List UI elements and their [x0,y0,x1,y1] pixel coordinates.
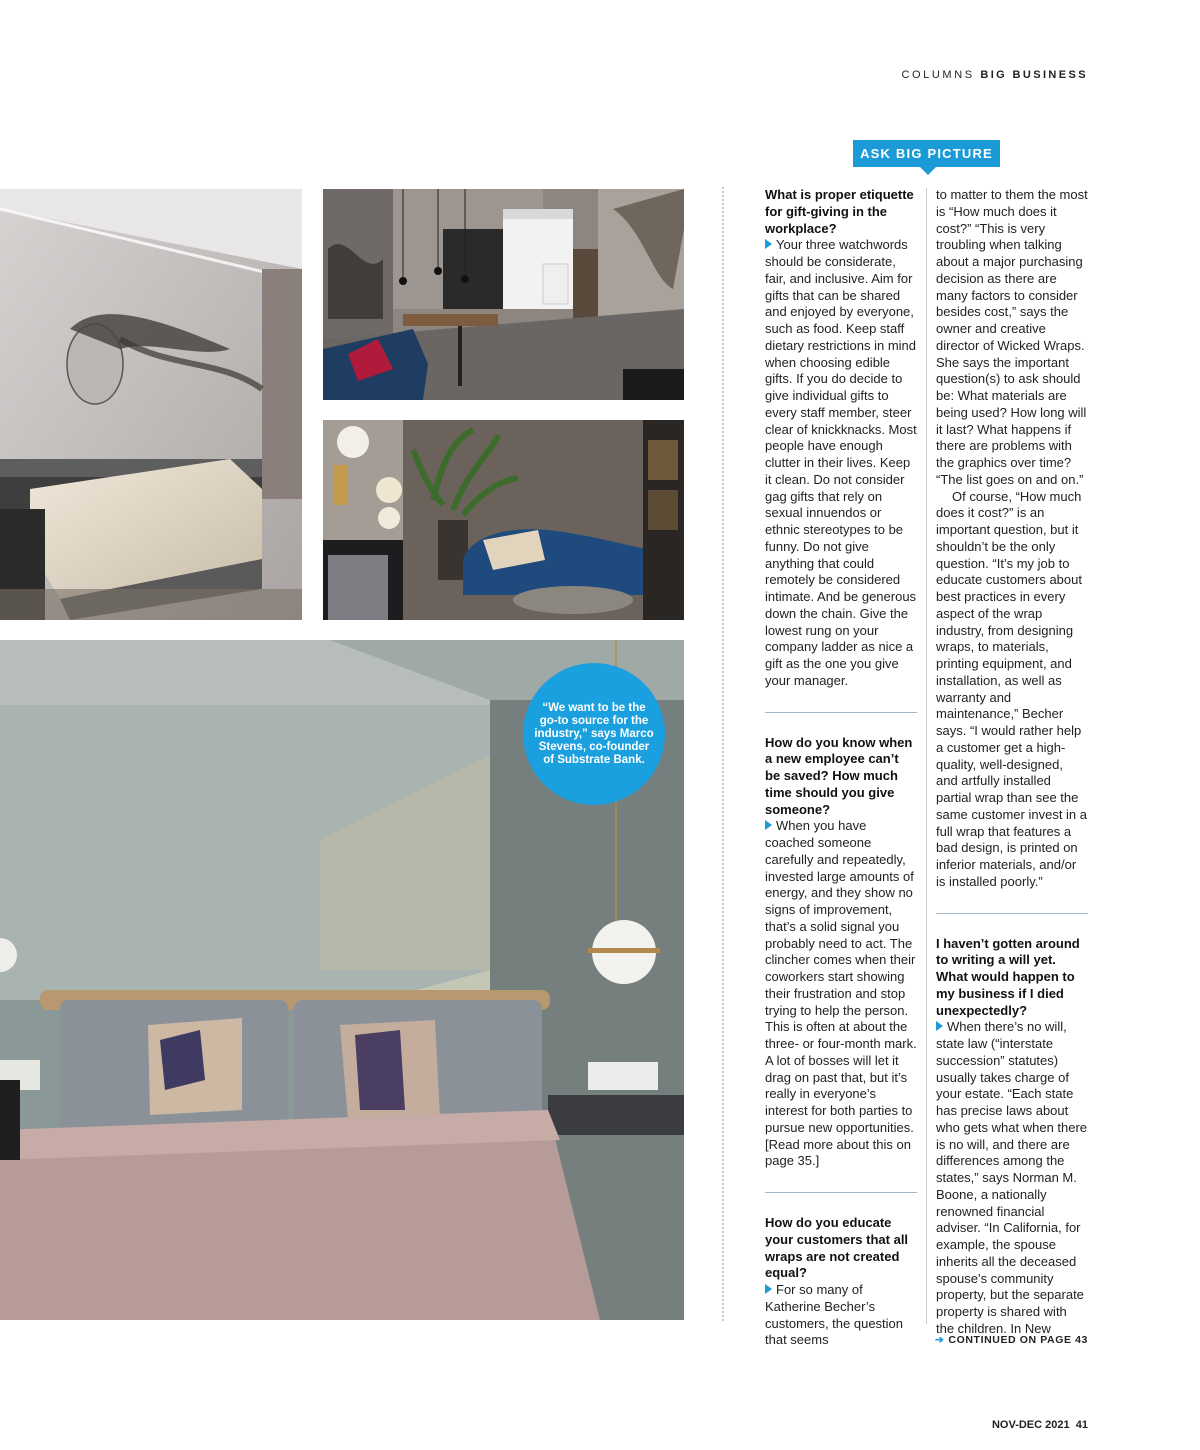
running-header [901,69,1088,81]
question-educate-customers: How do you educate your customers that all wraps are not created equal? [765,1215,909,1281]
answer-triangle-icon [765,239,772,249]
column-divider [926,188,927,1324]
text-column-right [936,187,1088,1338]
pull-quote-bubble [523,663,665,805]
question-new-employee: How do you know when a new employee can’t be saved? How much time should you give someone? [765,734,913,817]
dotted-separator [721,186,725,1322]
issue-date: NOV-DEC 2021 [991,1419,1070,1431]
text-column-left [765,187,917,1349]
photo-bedroom-portrait-mural [0,189,302,620]
page-number: 41 [1075,1419,1088,1431]
answer-gift-etiquette [765,237,917,689]
arrow-right-icon: ➔ [935,1334,945,1346]
page-folio [992,1419,1088,1431]
question-will: I haven’t gotten around to writing a will yet. What would happen to my business if I died unexpectedly? [936,935,1080,1018]
answer-text: Your three watchwords should be considerate, fair, and inclusive. Aim for gifts that can be shared and enjoyed by everyone, such as food. Keep staff dietary restrictions in mind when choosing edible gifts. If you do decide to give individual gifts to every staff member, steer clear of knickknacks. Most people have enough clutter in their lives. Keep it clean. Do not consider gag gifts that rely on sexual innuendos or ethnic stereotypes to be funny. Do not give anything that could remotely be considered intimate. And be generous down the chain. Give the lowest rung on your company ladder as nice a gift as the one you give your manager. [765,237,917,688]
ask-big-picture-badge [853,140,1000,167]
pull-quote-text: “We want to be the go-to source for the industry,” says Marco Stevens, co-founder of Substrate Bank. [534,701,654,766]
photo-kitchen-living-room [323,189,684,400]
answer-new-employee [765,818,917,1170]
continued-on-page[interactable] [935,1334,1088,1346]
answer-triangle-icon [765,820,772,830]
badge-label: ASK BIG PICTURE [860,146,993,161]
answer-triangle-icon [765,1284,772,1294]
section-rule [765,1192,917,1193]
section-label: COLUMNS [901,69,975,81]
photo-blue-sofa-lounge [323,420,684,620]
answer-triangle-icon [936,1021,943,1031]
continued-label: CONTINUED ON PAGE 43 [948,1334,1088,1346]
section-rule [765,712,917,713]
answer-text: When there’s no will, state law (“interstate succession” statutes) usually takes charge of your estate. “Each state has precise laws about who gets what when there is no will, and there are differences among the states,” says Norman M. Boone, a nationally renowned financial adviser. “In California, for example, the spouse inherits all the deceased spouse’s community property, but the separate property is shared with the children. In New [936,1019,1088,1336]
column-title: BIG BUSINESS [980,69,1088,81]
question-gift-etiquette: What is proper etiquette for gift-giving in the workplace? [765,187,914,236]
answer-educate-customers-cont: to matter to them the most is “How much does it cost?” “This is very troubling when talking about a major purchasing decision as there are many factors to consider besides cost,” says the owner and creative director of Wicked Wraps. She says the important question(s) to ask should be: What materials are being used? How long will it last? What happens if there are problems with the graphics over time? “The list goes on and on.” [936,187,1088,487]
answer-educate-customers [765,1282,917,1349]
answer-will [936,1019,1088,1337]
answer-text: When you have coached someone carefully and repeatedly, invested large amounts of energy, and they show no signs of improvement, that’s a solid signal you probably need to act. The clincher comes when their coworkers start showing their frustration and stop trying to help the person. This is often at about the three- or four-month mark. A lot of bosses will let it drag on past that, but it’s really in everyone’s interest for both parties to pursue new opportunities. [Read more about this on page 35.] [765,818,917,1169]
answer-text: For so many of Katherine Becher’s customers, the question that seems [765,1282,904,1348]
section-rule [936,913,1088,914]
answer-educate-customers-cont2: Of course, “How much does it cost?” is an important question, but it shouldn’t be the only question. “It’s my job to educate customers about best practices in every aspect of the wrap industry, from designing wraps, to materials, printing equipment, and installation, as well as warranty and maintenance,” Becher says. “I would rather help a customer get a high-quality, well-designed, and artfully installed partial wrap than see the same customer invest in a full wrap that features a bad design, is printed on inferior materials, and/or is installed poorly.” [936,488,1088,889]
